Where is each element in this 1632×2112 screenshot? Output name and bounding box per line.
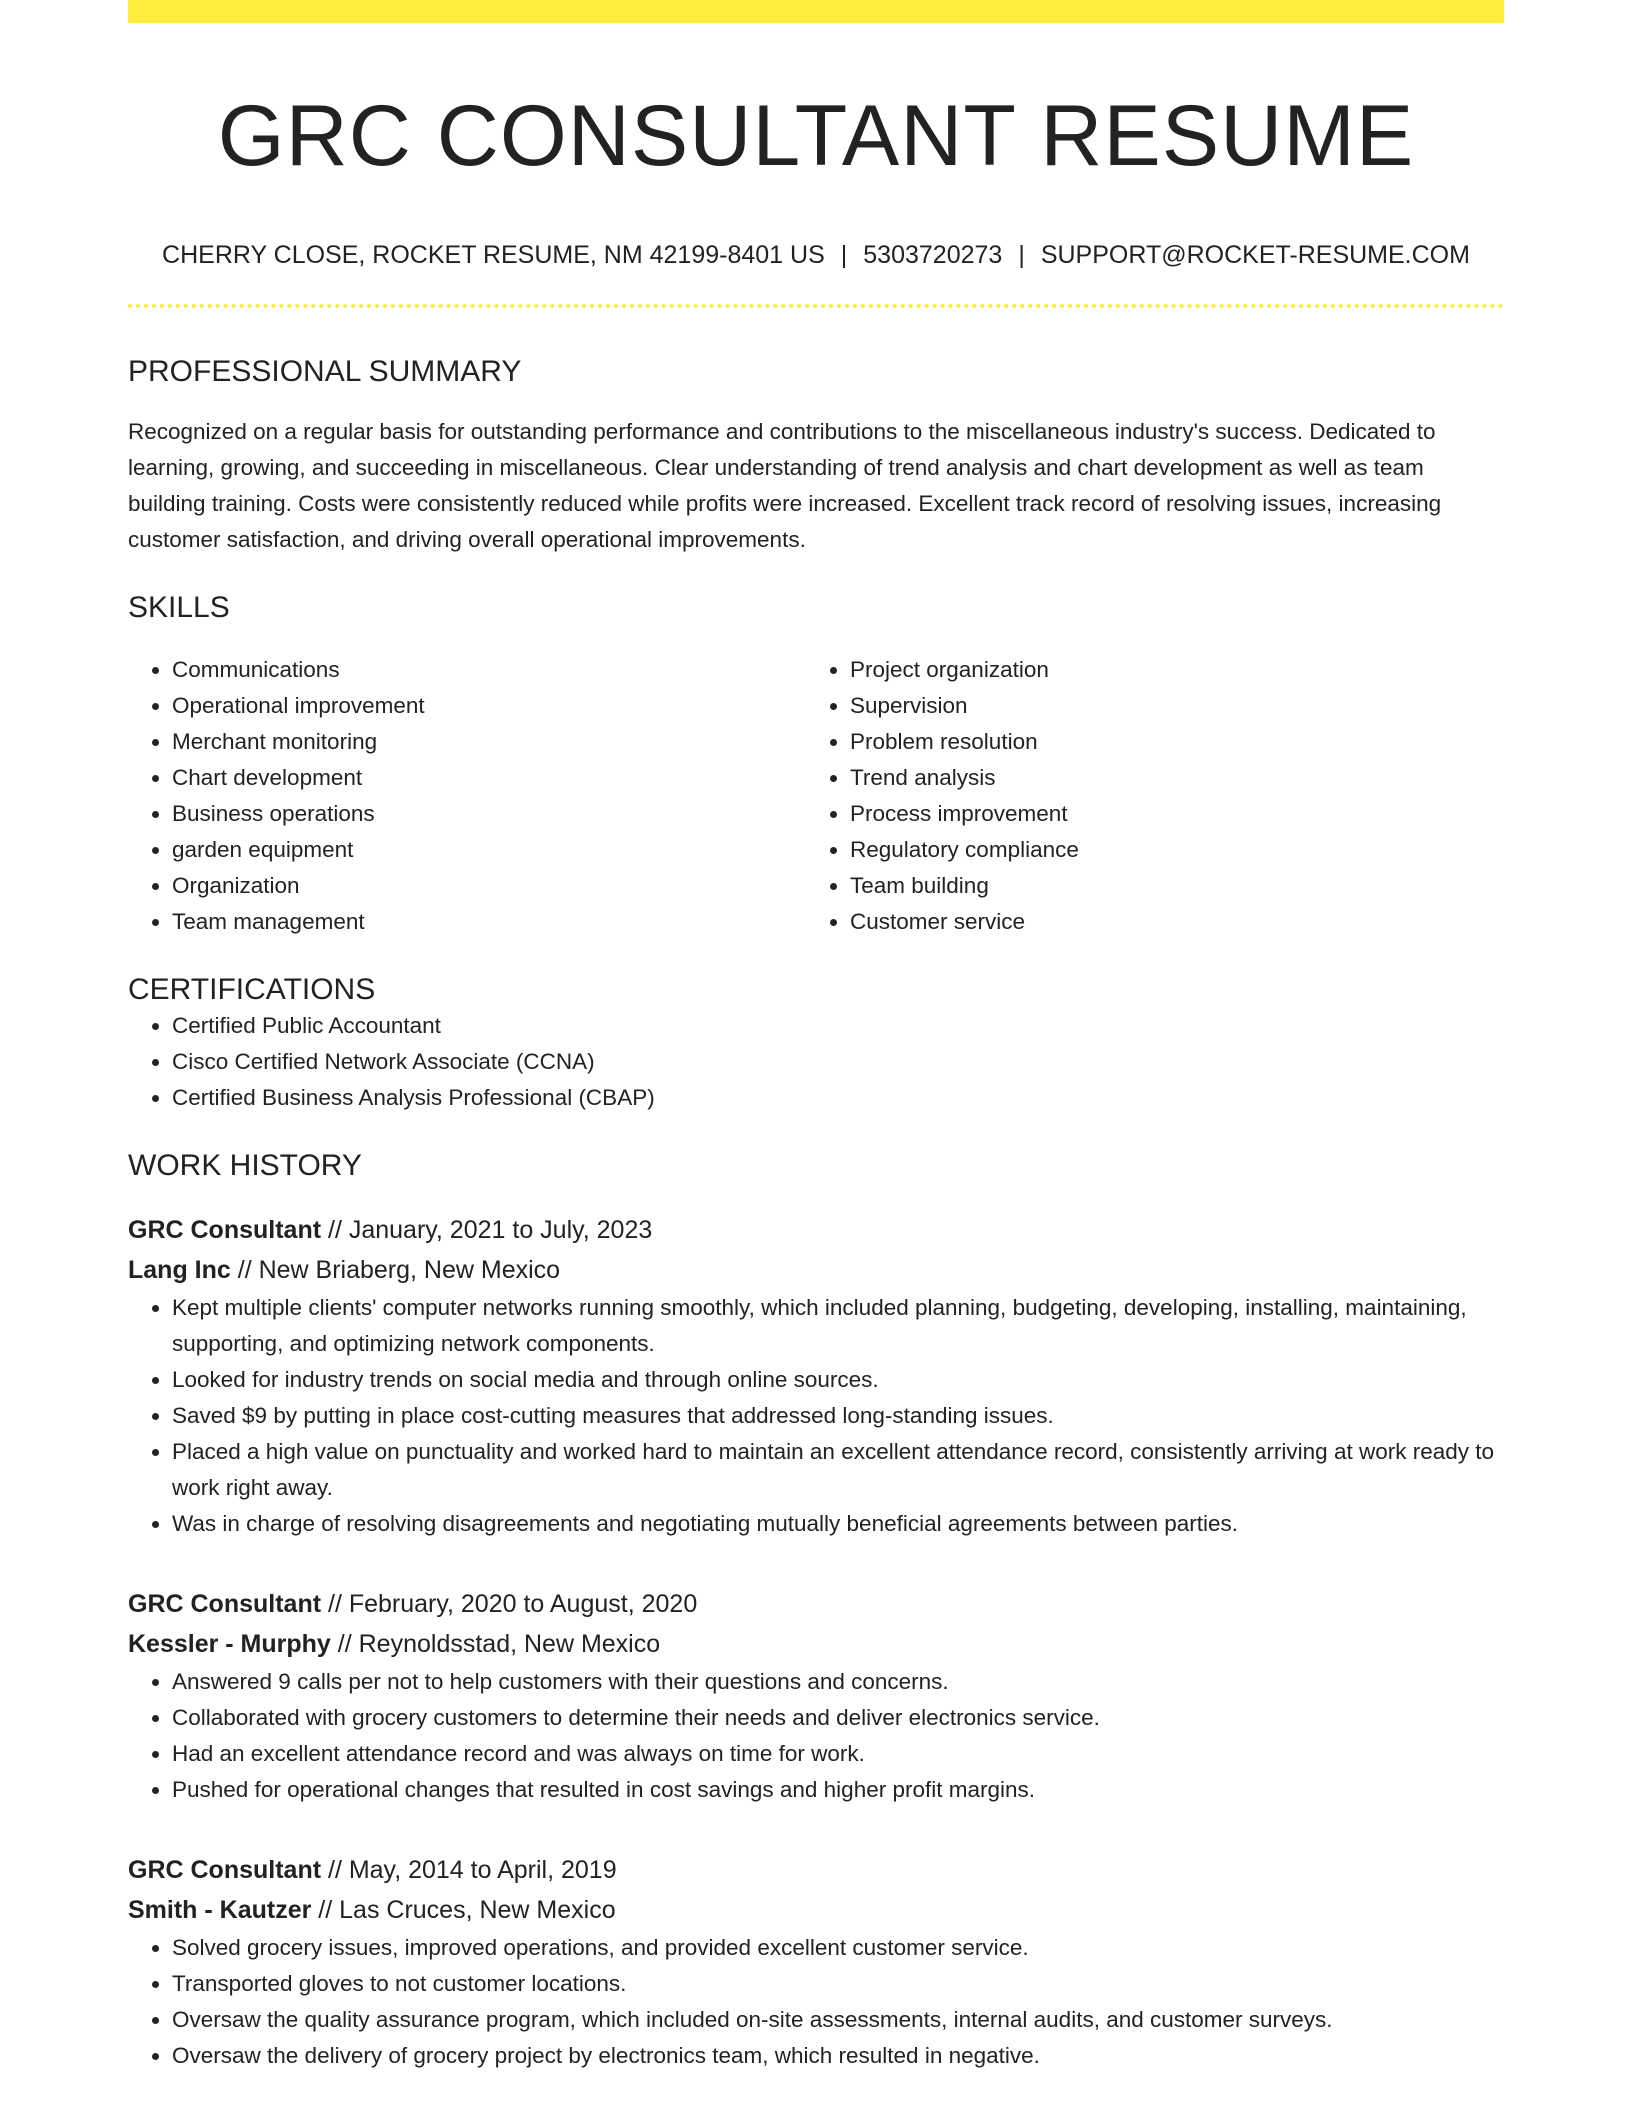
job-company-line [128, 1250, 1504, 1290]
skill-item: • Business operations [172, 796, 806, 832]
job-title-line [128, 1210, 1504, 1250]
certification-item: • Certified Public Accountant [172, 1008, 1504, 1044]
dotted-divider [128, 304, 1504, 308]
job-company-line [128, 1890, 1504, 1930]
job-location: // Las Cruces, New Mexico [311, 1896, 616, 1925]
skills-list-right [806, 652, 1484, 940]
skills-grid [128, 652, 1504, 940]
skill-item: • Customer service [850, 904, 1484, 940]
job-dates: // February, 2020 to August, 2020 [321, 1590, 698, 1619]
summary-heading: PROFESSIONAL SUMMARY [128, 355, 522, 389]
job-company: Kessler - Murphy [128, 1630, 331, 1659]
job-bullet: • Solved grocery issues, improved operations, and provided excellent customer service. [172, 1930, 1504, 1966]
skill-item: • Regulatory compliance [850, 832, 1484, 868]
job-bullets [128, 1930, 1504, 2074]
work-history-heading: WORK HISTORY [128, 1149, 362, 1183]
job-entry [128, 1210, 1504, 1542]
job-bullet: • Oversaw the quality assurance program, which included on-site assessments, internal audits, and customer surveys. [172, 2002, 1504, 2038]
resume-page [128, 0, 1504, 2074]
skill-item: • Process improvement [850, 796, 1484, 832]
job-entry [128, 1584, 1504, 1808]
job-bullet: • Transported gloves to not customer locations. [172, 1966, 1504, 2002]
job-title-line [128, 1584, 1504, 1624]
accent-top-bar [128, 0, 1504, 23]
resume-title: GRC CONSULTANT RESUME [217, 88, 1415, 184]
summary-text: Recognized on a regular basis for outstanding performance and contributions to the miscellaneous industry's success. Dedicated to learning, growing, and succeeding in miscellaneous. Clear understanding of trend analysis and chart development as well as team building training. Costs were consistently reduced while profits were increased. Excellent track record of resolving issues, increasing customer satisfaction, and driving overall operational improvements. [128, 419, 1442, 553]
job-location: // New Briaberg, New Mexico [230, 1256, 561, 1285]
job-entry [128, 1850, 1504, 2074]
job-bullet: • Placed a high value on punctuality and worked hard to maintain an excellent attendance record, consistently arriving at work ready to work right away. [172, 1434, 1504, 1506]
job-dates: // May, 2014 to April, 2019 [321, 1856, 617, 1885]
contact-line [128, 240, 1504, 270]
skills-column-left [128, 652, 806, 940]
skill-item: • Supervision [850, 688, 1484, 724]
skill-item: • Team management [172, 904, 806, 940]
skills-heading: SKILLS [128, 591, 230, 625]
job-bullet: • Oversaw the delivery of grocery project by electronics team, which resulted in negative. [172, 2038, 1504, 2074]
job-bullet: • Pushed for operational changes that resulted in cost savings and higher profit margins. [172, 1772, 1504, 1808]
skill-item: • Team building [850, 868, 1484, 904]
job-dates: // January, 2021 to July, 2023 [321, 1216, 653, 1245]
skill-item: • Organization [172, 868, 806, 904]
job-bullets [128, 1290, 1504, 1542]
contact-email: SUPPORT@ROCKET-RESUME.COM [1040, 241, 1470, 270]
skill-item: • Trend analysis [850, 760, 1484, 796]
job-bullet: • Answered 9 calls per not to help customers with their questions and concerns. [172, 1664, 1504, 1700]
job-bullet: • Saved $9 by putting in place cost-cutting measures that addressed long-standing issues. [172, 1398, 1504, 1434]
job-title: GRC Consultant [128, 1856, 322, 1885]
job-location: // Reynoldsstad, New Mexico [330, 1630, 661, 1659]
skill-item: • Project organization [850, 652, 1484, 688]
job-bullet: • Had an excellent attendance record and was always on time for work. [172, 1736, 1504, 1772]
job-company: Lang Inc [128, 1256, 231, 1285]
job-bullet: • Was in charge of resolving disagreements and negotiating mutually beneficial agreements between parties. [172, 1506, 1504, 1542]
skill-item: • Problem resolution [850, 724, 1484, 760]
job-title: GRC Consultant [128, 1216, 322, 1245]
job-bullets [128, 1664, 1504, 1808]
contact-phone: 5303720273 [863, 241, 1003, 270]
skill-item: • Communications [172, 652, 806, 688]
skill-item: • Chart development [172, 760, 806, 796]
job-company: Smith - Kautzer [128, 1896, 312, 1925]
certification-item: • Certified Business Analysis Professional (CBAP) [172, 1080, 1504, 1116]
job-company-line [128, 1624, 1504, 1664]
certification-item: • Cisco Certified Network Associate (CCNA) [172, 1044, 1504, 1080]
job-bullet: • Looked for industry trends on social media and through online sources. [172, 1362, 1504, 1398]
contact-separator: | [1018, 241, 1025, 270]
skill-item: • garden equipment [172, 832, 806, 868]
certifications-list [128, 1008, 1504, 1116]
job-bullet: • Kept multiple clients' computer networks running smoothly, which included planning, budgeting, developing, installing, maintaining, supporting, and optimizing network components. [172, 1290, 1504, 1362]
certifications-heading: CERTIFICATIONS [128, 973, 376, 1007]
job-title-line [128, 1850, 1504, 1890]
job-bullet: • Collaborated with grocery customers to determine their needs and deliver electronics service. [172, 1700, 1504, 1736]
skills-column-right [806, 652, 1484, 940]
job-title: GRC Consultant [128, 1590, 322, 1619]
contact-separator: | [840, 241, 848, 270]
skills-list-left [128, 652, 806, 940]
contact-address: CHERRY CLOSE, ROCKET RESUME, NM 42199-8401 US [162, 241, 825, 270]
skill-item: • Operational improvement [172, 688, 806, 724]
skill-item: • Merchant monitoring [172, 724, 806, 760]
